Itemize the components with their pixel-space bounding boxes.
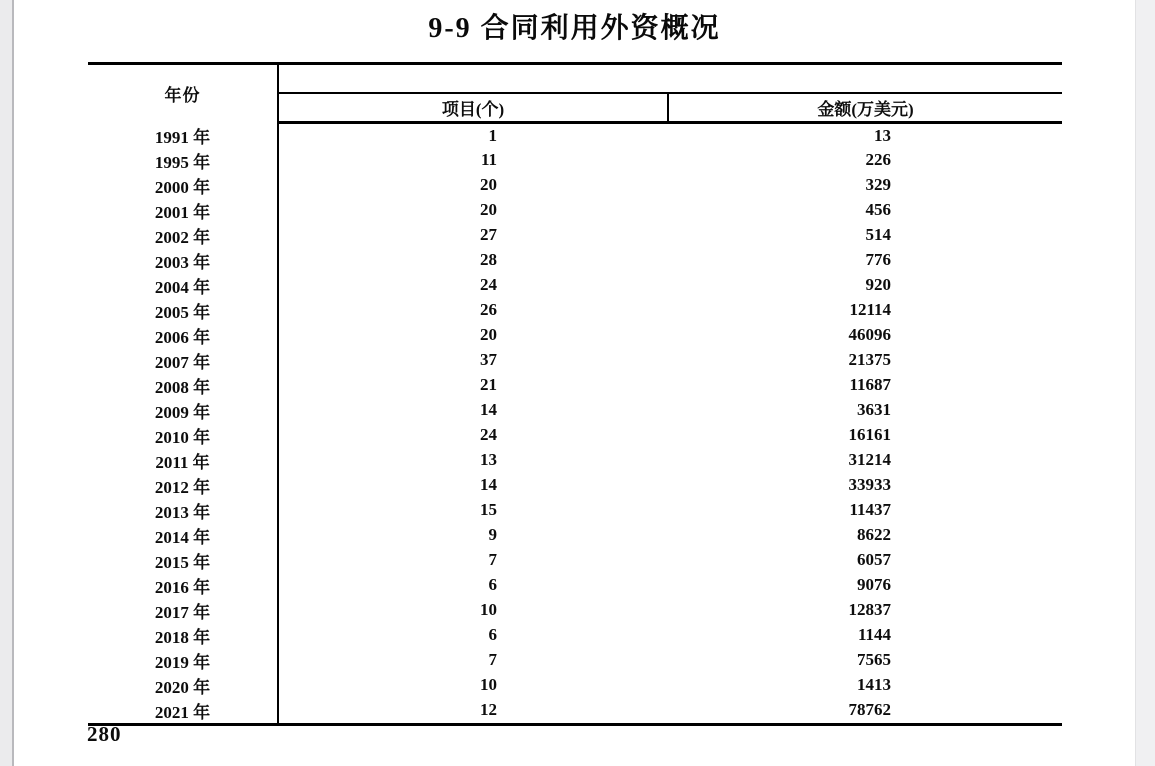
amount-cell: 33933 — [848, 475, 891, 494]
table-row — [88, 498, 1062, 523]
amount-cell: 78762 — [848, 700, 891, 719]
projects-cell: 11 — [480, 150, 497, 169]
year-cell: 2002 年 — [88, 223, 278, 248]
table-row — [88, 273, 1062, 298]
table-row — [88, 123, 1062, 148]
projects-cell: 13 — [480, 450, 497, 469]
amount-cell: 1413 — [857, 675, 891, 694]
projects-cell: 20 — [480, 200, 497, 219]
table-row — [88, 423, 1062, 448]
projects-cell: 14 — [480, 475, 497, 494]
table-row — [88, 298, 1062, 323]
table-row — [88, 373, 1062, 398]
amount-cell: 776 — [865, 250, 891, 269]
table-row — [88, 598, 1062, 623]
amount-cell: 13 — [874, 125, 891, 145]
year-cell: 2003 年 — [88, 248, 278, 273]
projects-cell: 12 — [480, 700, 497, 719]
table-row — [88, 248, 1062, 273]
table-header — [88, 64, 1062, 123]
header-year: 年份 — [88, 64, 278, 123]
projects-cell: 7 — [488, 550, 497, 569]
amount-cell: 21375 — [848, 350, 891, 369]
amount-cell: 6057 — [857, 550, 891, 569]
amount-cell: 12114 — [849, 300, 891, 319]
header-amount: 金额(万美元) — [668, 93, 1062, 123]
amount-cell: 31214 — [848, 450, 891, 469]
amount-cell: 9076 — [857, 575, 891, 594]
table-row — [88, 398, 1062, 423]
table-row — [88, 198, 1062, 223]
amount-cell: 514 — [865, 225, 891, 244]
year-cell: 1991 年 — [88, 123, 278, 148]
table-row — [88, 698, 1062, 725]
amount-cell: 226 — [865, 150, 891, 169]
projects-cell: 37 — [480, 350, 497, 369]
year-cell: 2021 年 — [88, 698, 278, 725]
amount-cell: 16161 — [848, 425, 891, 444]
year-cell: 2008 年 — [88, 373, 278, 398]
page-edge-right — [1135, 0, 1155, 766]
table-row — [88, 323, 1062, 348]
projects-cell: 24 — [480, 425, 497, 444]
amount-cell: 12837 — [848, 600, 891, 619]
projects-cell: 6 — [488, 625, 497, 644]
amount-cell: 46096 — [848, 325, 891, 344]
year-cell: 2013 年 — [88, 498, 278, 523]
projects-cell: 10 — [480, 600, 497, 619]
table-row — [88, 348, 1062, 373]
year-cell: 2016 年 — [88, 573, 278, 598]
amount-cell: 456 — [865, 200, 891, 219]
projects-cell: 26 — [480, 300, 497, 319]
year-cell: 2011 年 — [88, 448, 278, 473]
header-projects: 项目(个) — [278, 93, 668, 123]
table-row — [88, 473, 1062, 498]
year-cell: 2020 年 — [88, 673, 278, 698]
year-cell: 1995 年 — [88, 148, 278, 173]
projects-cell: 1 — [488, 125, 497, 145]
year-cell: 2012 年 — [88, 473, 278, 498]
projects-cell: 14 — [480, 400, 497, 419]
projects-cell: 15 — [480, 500, 497, 519]
year-cell: 2006 年 — [88, 323, 278, 348]
projects-cell: 9 — [488, 525, 497, 544]
year-cell: 2017 年 — [88, 598, 278, 623]
table-row — [88, 223, 1062, 248]
projects-cell: 24 — [480, 275, 497, 294]
projects-cell: 7 — [488, 650, 497, 669]
table-row — [88, 523, 1062, 548]
table-row — [88, 623, 1062, 648]
projects-cell: 20 — [480, 325, 497, 344]
header-row-top — [88, 64, 1062, 94]
header-spacer — [278, 64, 1062, 94]
table-row — [88, 573, 1062, 598]
amount-cell: 1144 — [857, 625, 891, 644]
year-cell: 2005 年 — [88, 298, 278, 323]
year-cell: 2009 年 — [88, 398, 278, 423]
page-title: 9-9 合同利用外资概况 — [428, 13, 721, 44]
year-cell: 2000 年 — [88, 173, 278, 198]
year-cell: 2007 年 — [88, 348, 278, 373]
page-number: 280 — [87, 722, 122, 746]
amount-cell: 3631 — [857, 400, 891, 419]
table-row — [88, 673, 1062, 698]
projects-cell: 10 — [480, 675, 497, 694]
page-edge-left — [0, 0, 14, 766]
table-row — [88, 173, 1062, 198]
amount-cell: 11687 — [849, 375, 891, 394]
projects-cell: 6 — [488, 575, 497, 594]
year-cell: 2001 年 — [88, 198, 278, 223]
year-cell: 2010 年 — [88, 423, 278, 448]
year-cell: 2019 年 — [88, 648, 278, 673]
year-cell: 2004 年 — [88, 273, 278, 298]
table-row — [88, 548, 1062, 573]
projects-cell: 20 — [480, 175, 497, 194]
table-row — [88, 448, 1062, 473]
amount-cell: 8622 — [857, 525, 891, 544]
amount-cell: 7565 — [857, 650, 891, 669]
table-body — [88, 123, 1062, 725]
amount-cell: 920 — [865, 275, 891, 294]
amount-cell: 11437 — [849, 500, 891, 519]
year-cell: 2015 年 — [88, 548, 278, 573]
foreign-capital-table — [88, 62, 1062, 726]
year-cell: 2014 年 — [88, 523, 278, 548]
projects-cell: 28 — [480, 250, 497, 269]
amount-cell: 329 — [865, 175, 891, 194]
projects-cell: 21 — [480, 375, 497, 394]
table-row — [88, 648, 1062, 673]
projects-cell: 27 — [480, 225, 497, 244]
year-cell: 2018 年 — [88, 623, 278, 648]
table-row — [88, 148, 1062, 173]
